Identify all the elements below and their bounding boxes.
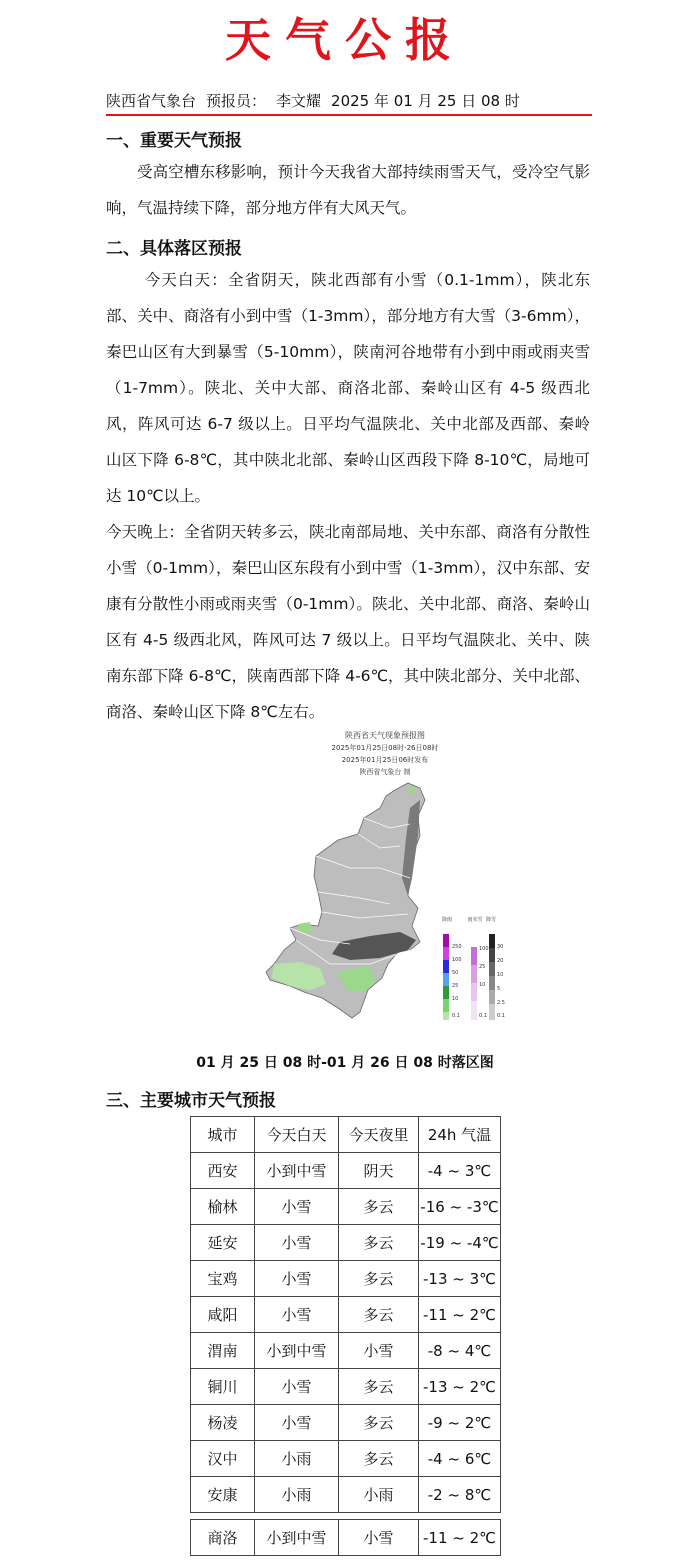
temperature-cell: -2 ~ 8℃ [419, 1477, 501, 1513]
forecast-map [260, 728, 510, 1028]
city-cell: 铜川 [191, 1369, 255, 1405]
day-weather-cell: 小雪 [255, 1189, 339, 1225]
night-weather-cell: 阴天 [339, 1153, 419, 1189]
daytime-forecast: 今天白天：全省阴天，陕北西部有小雪（0.1-1mm），陕北东部、关中、商洛有小到中雪（1-3mm），部分地方有大雪（3-6mm），秦巴山区有大到暴雪（5-10mm），陕南河谷地带有小到中雨或雨夹雪（1-7mm）。陕北、关中大部、商洛北部、秦岭山区有 4-5 级西北风，阵风可达 6-7 级以上。日平均气温陕北、关中北部及西部、秦岭山区下降 6-8℃，其中陕北北部、秦岭山区西段下降 8-10℃，局地可达 10℃以上。 [106, 271, 590, 505]
legend-rain-label: 降雨 [441, 917, 453, 923]
org-name: 陕西省气象台 [106, 92, 197, 110]
night-weather-cell: 小雪 [339, 1333, 419, 1369]
legend-snow-tick: 2.5 [497, 1000, 505, 1006]
legend-rain-tick: 10 [452, 996, 459, 1002]
temperature-cell: -4 ~ 3℃ [419, 1153, 501, 1189]
section2-body [106, 262, 590, 730]
legend-snow-tick: 5 [497, 986, 501, 992]
night-weather-cell: 多云 [339, 1189, 419, 1225]
legend-snow [489, 934, 495, 1020]
legend-rain-tick: 250 [452, 944, 462, 950]
bulletin-meta [106, 90, 592, 116]
night-weather-cell: 多云 [339, 1225, 419, 1261]
map-period: 2025年01月25日08时-26日08时 [331, 744, 439, 752]
table-row [191, 1369, 501, 1405]
table-row [191, 1441, 501, 1477]
night-weather-cell: 多云 [339, 1261, 419, 1297]
temperature-cell: -13 ~ 2℃ [419, 1369, 501, 1405]
section1-body [106, 154, 590, 226]
map-title: 陕西省天气现象预报图 [345, 731, 425, 740]
day-weather-cell: 小雪 [255, 1261, 339, 1297]
night-weather-cell: 小雪 [339, 1520, 419, 1556]
night-weather-cell: 小雨 [339, 1477, 419, 1513]
map-issued: 2025年01月25日06时发布 [341, 756, 429, 764]
temperature-cell: -16 ~ -3℃ [419, 1189, 501, 1225]
table-row [191, 1520, 501, 1556]
temperature-cell: -4 ~ 6℃ [419, 1441, 501, 1477]
day-weather-cell: 小雪 [255, 1405, 339, 1441]
night-weather-cell: 多云 [339, 1441, 419, 1477]
legend-rain-tick: 0.1 [452, 1013, 460, 1019]
day-weather-cell: 小到中雪 [255, 1520, 339, 1556]
table-row [191, 1189, 501, 1225]
city-cell: 延安 [191, 1225, 255, 1261]
column-header: 今天白天 [255, 1117, 339, 1153]
night-weather-cell: 多云 [339, 1297, 419, 1333]
day-weather-cell: 小到中雪 [255, 1333, 339, 1369]
legend-rain-tick: 50 [452, 970, 459, 976]
city-cell: 咸阳 [191, 1297, 255, 1333]
gap-cell [191, 1513, 501, 1520]
temperature-cell: -11 ~ 2℃ [419, 1297, 501, 1333]
city-cell: 榆林 [191, 1189, 255, 1225]
temperature-cell: -19 ~ -4℃ [419, 1225, 501, 1261]
forecaster-name: 李文耀 [276, 92, 322, 110]
city-cell: 渭南 [191, 1333, 255, 1369]
day-weather-cell: 小雪 [255, 1369, 339, 1405]
section3-heading: 三、主要城市天气预报 [106, 1091, 276, 1111]
table-row [191, 1333, 501, 1369]
legend-rain-tick: 25 [452, 983, 459, 989]
map-maker: 陕西省气象台 制 [359, 768, 411, 776]
issue-datetime: 2025 年 01 月 25 日 08 时 [331, 92, 520, 110]
legend-rain [443, 934, 449, 1020]
legend-snow-tick: 0.1 [497, 1013, 505, 1019]
table-row [191, 1477, 501, 1513]
temperature-cell: -8 ~ 4℃ [419, 1333, 501, 1369]
day-weather-cell: 小雨 [255, 1477, 339, 1513]
day-weather-cell: 小雪 [255, 1225, 339, 1261]
section2-heading: 二、具体落区预报 [106, 239, 242, 259]
temperature-cell: -11 ~ 2℃ [419, 1520, 501, 1556]
legend-rain-tick: 100 [452, 957, 462, 963]
legend-sleet-label: 雨夹雪 [467, 917, 483, 923]
night-forecast: 今天晚上：全省阴天转多云，陕北南部局地、关中东部、商洛有分散性小雪（0-1mm），秦巴山区东段有小到中雪（1-3mm），汉中东部、安康有分散性小雨或雨夹雪（0-1mm）。陕北、关中北部、商洛、秦岭山区有 4-5 级西北风，阵风可达 7 级以上。日平均气温陕北、关中、陕南东部下降 6-8℃，陕南西部下降 4-6℃，其中陕北部分、关中北部、商洛、秦岭山区下降 8℃左右。 [106, 523, 590, 721]
table-row [191, 1405, 501, 1441]
legend-sleet-tick: 100 [479, 946, 489, 952]
column-header: 今天夜里 [339, 1117, 419, 1153]
legend-snow-tick: 30 [497, 944, 504, 950]
day-weather-cell: 小雪 [255, 1297, 339, 1333]
table-header-row [191, 1117, 501, 1153]
city-cell: 宝鸡 [191, 1261, 255, 1297]
table-row [191, 1225, 501, 1261]
city-cell: 杨凌 [191, 1405, 255, 1441]
legend-snow-tick: 20 [497, 958, 504, 964]
city-cell: 西安 [191, 1153, 255, 1189]
city-cell: 安康 [191, 1477, 255, 1513]
legend-sleet-tick: 25 [479, 964, 486, 970]
legend-sleet-tick: 10 [479, 982, 486, 988]
bulletin-title: 天气公报 [225, 13, 465, 67]
column-header: 24h 气温 [419, 1117, 501, 1153]
city-cell: 汉中 [191, 1441, 255, 1477]
table-row [191, 1261, 501, 1297]
column-header: 城市 [191, 1117, 255, 1153]
table-row [191, 1153, 501, 1189]
forecaster-label: 预报员： [206, 92, 267, 110]
table-gap [191, 1513, 501, 1520]
legend-snow-tick: 10 [497, 972, 504, 978]
night-weather-cell: 多云 [339, 1405, 419, 1441]
legend-sleet-tick: 0.1 [479, 1013, 487, 1019]
section1-heading: 一、重要天气预报 [106, 131, 242, 151]
temperature-cell: -9 ~ 2℃ [419, 1405, 501, 1441]
day-weather-cell: 小雨 [255, 1441, 339, 1477]
map-caption: 01 月 25 日 08 时-01 月 26 日 08 时落区图 [196, 1055, 494, 1071]
day-weather-cell: 小到中雪 [255, 1153, 339, 1189]
city-cell: 商洛 [191, 1520, 255, 1556]
city-forecast-table [190, 1116, 501, 1556]
table-row [191, 1297, 501, 1333]
legend-snow-label: 降雪 [485, 917, 497, 923]
night-weather-cell: 多云 [339, 1369, 419, 1405]
legend-sleet [471, 947, 477, 1020]
temperature-cell: -13 ~ 3℃ [419, 1261, 501, 1297]
section1-text: 受高空槽东移影响，预计今天我省大部持续雨雪天气，受冷空气影响，气温持续下降，部分地方伴有大风天气。 [106, 163, 590, 217]
